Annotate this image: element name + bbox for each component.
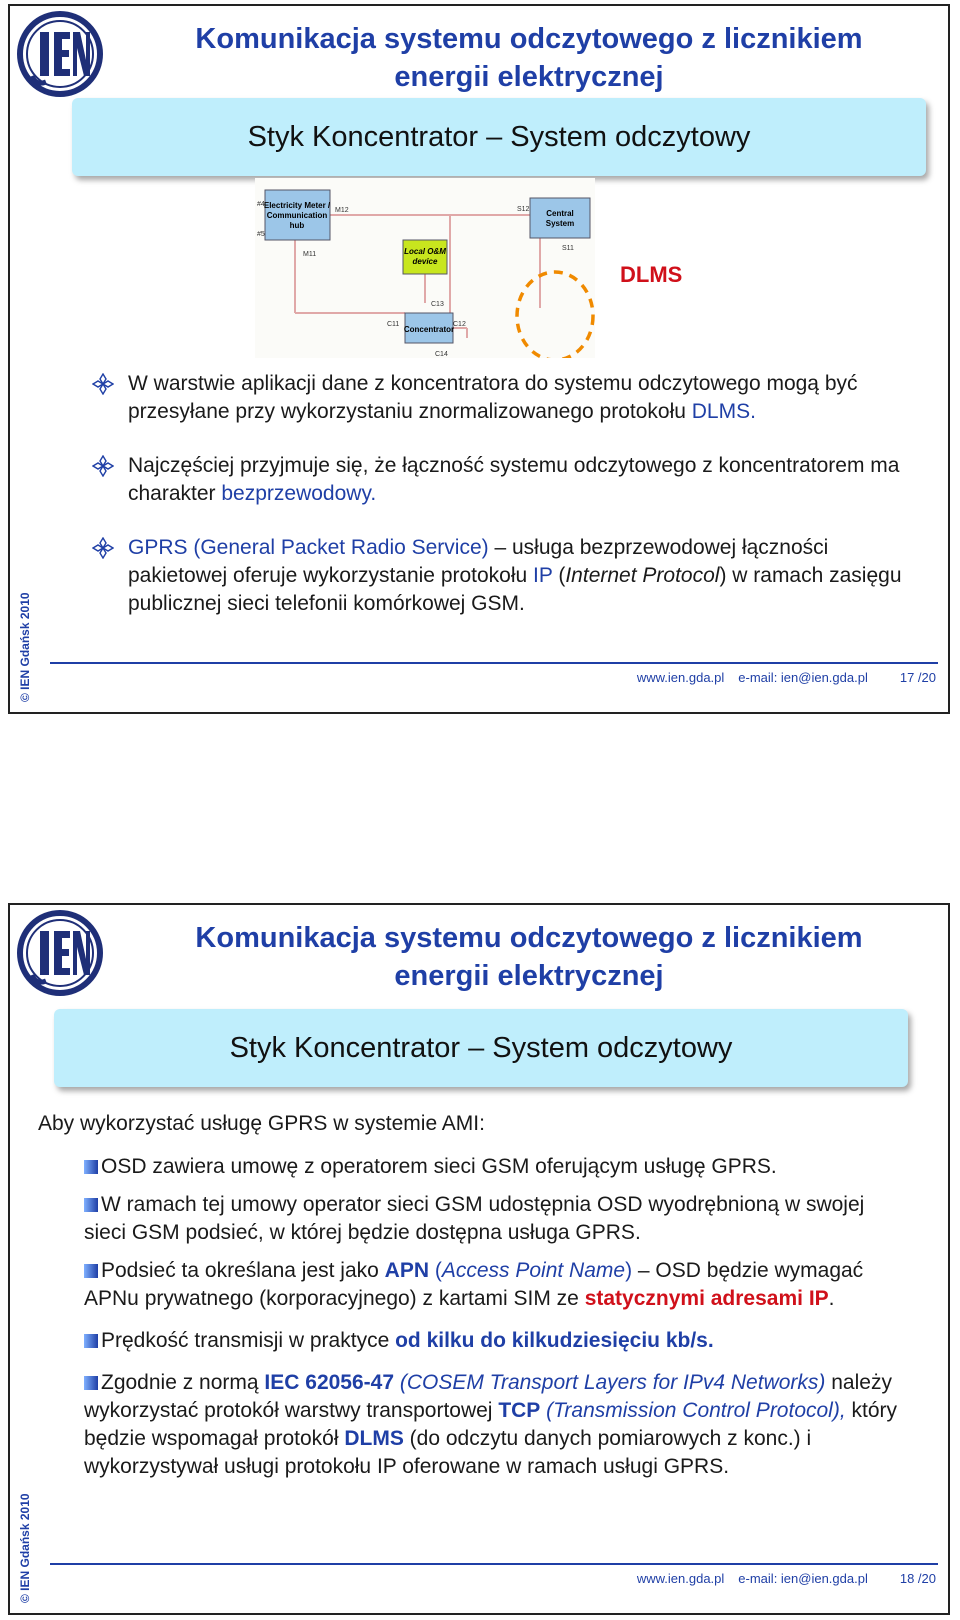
diagram-central-label: Central System xyxy=(545,209,575,228)
copyright-side-label: © IEN Gdańsk 2010 xyxy=(18,1493,32,1603)
list-item: Zgodnie z normą IEC 62056-47 (COSEM Transport Layers for IPv4 Networks) należy wykorzystać protokół warstwy transportowej TCP (Transmission Control Protocol), który będzie wspomagał protokół DLMS (do odczytu danych pomiarowych z konc.) i wykorzystywał usługi protokołu IP oferowane w ramach usługi GPRS. xyxy=(84,1371,898,1478)
svg-text:S12: S12 xyxy=(517,206,530,213)
diamond-bullet-icon xyxy=(92,373,114,395)
title-line-1: Komunikacja systemu odczytowego z licznikiem xyxy=(195,922,863,954)
svg-text:#5: #5 xyxy=(257,231,265,238)
svg-text:C14: C14 xyxy=(435,351,448,358)
slide-18 xyxy=(8,903,950,1615)
diagram-local-label: Local O&M device xyxy=(404,247,446,266)
slide-title xyxy=(120,20,938,96)
list-item: Najczęściej przyjmuje się, że łączność systemu odczytowego z koncentratorem ma charakter bezprzewodowy. xyxy=(92,452,908,508)
svg-text:M12: M12 xyxy=(335,207,349,214)
square-bullet-icon xyxy=(84,1376,98,1390)
diamond-bullet-icon xyxy=(92,455,114,477)
footer-email[interactable]: e-mail: ien@ien.gda.pl xyxy=(738,1571,868,1586)
bullet-list xyxy=(84,1153,908,1491)
diagram-hub-label: Electricity Meter / Communication hub xyxy=(263,201,331,230)
list-item: Podsieć ta określana jest jako APN (Access Point Name) – OSD będzie wymagać APNu prywatnego (korporacyjnego) z kartami SIM ze statycznymi adresami IP. xyxy=(84,1259,864,1310)
footer-divider xyxy=(50,1563,938,1565)
slide-title xyxy=(120,919,938,995)
ien-logo-icon xyxy=(16,10,104,98)
subtitle-bar: Styk Koncentrator – System odczytowy xyxy=(54,1009,908,1087)
intro-text: Aby wykorzystać usługę GPRS w systemie AMI: xyxy=(38,1112,485,1135)
square-bullet-icon xyxy=(84,1160,98,1174)
footer-email[interactable]: e-mail: ien@ien.gda.pl xyxy=(738,670,868,685)
copyright-side-label: © IEN Gdańsk 2010 xyxy=(18,592,32,702)
list-item: GPRS (General Packet Radio Service) – usługa bezprzewodowej łączności pakietowej oferuje wykorzystanie protokołu IP (Internet Protocol) w ramach zasięgu publicznej sieci telefonii komórkowej GSM. xyxy=(92,534,908,618)
page-number: 17 /20 xyxy=(899,670,936,685)
dlms-label: DLMS xyxy=(620,262,683,287)
svg-text:C11: C11 xyxy=(387,321,400,328)
list-item: OSD zawiera umowę z operatorem sieci GSM oferującym usługę GPRS. xyxy=(84,1153,908,1181)
diamond-bullet-icon xyxy=(92,537,114,559)
title-line-2: energii elektrycznej xyxy=(394,960,664,992)
footer-divider xyxy=(50,662,938,664)
square-bullet-icon xyxy=(84,1334,98,1348)
square-bullet-icon xyxy=(84,1198,98,1212)
bullet-list xyxy=(92,370,908,644)
square-bullet-icon xyxy=(84,1264,98,1278)
diagram-concentrator-label: Concentrator xyxy=(403,325,455,334)
page-number: 18 /20 xyxy=(899,1571,936,1586)
ien-logo-icon xyxy=(16,909,104,997)
footer-www[interactable]: www.ien.gda.pl xyxy=(636,670,725,685)
slide-17 xyxy=(8,4,950,714)
list-item: Prędkość transmisji w praktyce od kilku do kilkudziesięciu kb/s. xyxy=(84,1327,908,1355)
svg-text:M11: M11 xyxy=(303,251,317,258)
svg-text:C12: C12 xyxy=(453,321,466,328)
list-item: W warstwie aplikacji dane z koncentratora do systemu odczytowego mogą być przesyłane przy wykorzystaniu znormalizowanego protokołu DLMS. xyxy=(92,370,908,426)
title-line-2: energii elektrycznej xyxy=(394,61,664,93)
svg-text:S11: S11 xyxy=(562,245,574,252)
list-item: W ramach tej umowy operator sieci GSM udostępnia OSD wyodrębnioną w swojej sieci GSM podsieć, w której będzie dostępna usługa GPRS. xyxy=(84,1193,865,1244)
svg-text:#4: #4 xyxy=(257,201,265,208)
svg-text:C13: C13 xyxy=(431,301,444,308)
architecture-diagram xyxy=(255,178,595,358)
footer xyxy=(637,670,936,685)
title-line-1: Komunikacja systemu odczytowego z licznikiem xyxy=(195,23,863,55)
subtitle-bar: Styk Koncentrator – System odczytowy xyxy=(72,98,926,176)
footer xyxy=(637,1571,936,1586)
footer-www[interactable]: www.ien.gda.pl xyxy=(636,1571,725,1586)
